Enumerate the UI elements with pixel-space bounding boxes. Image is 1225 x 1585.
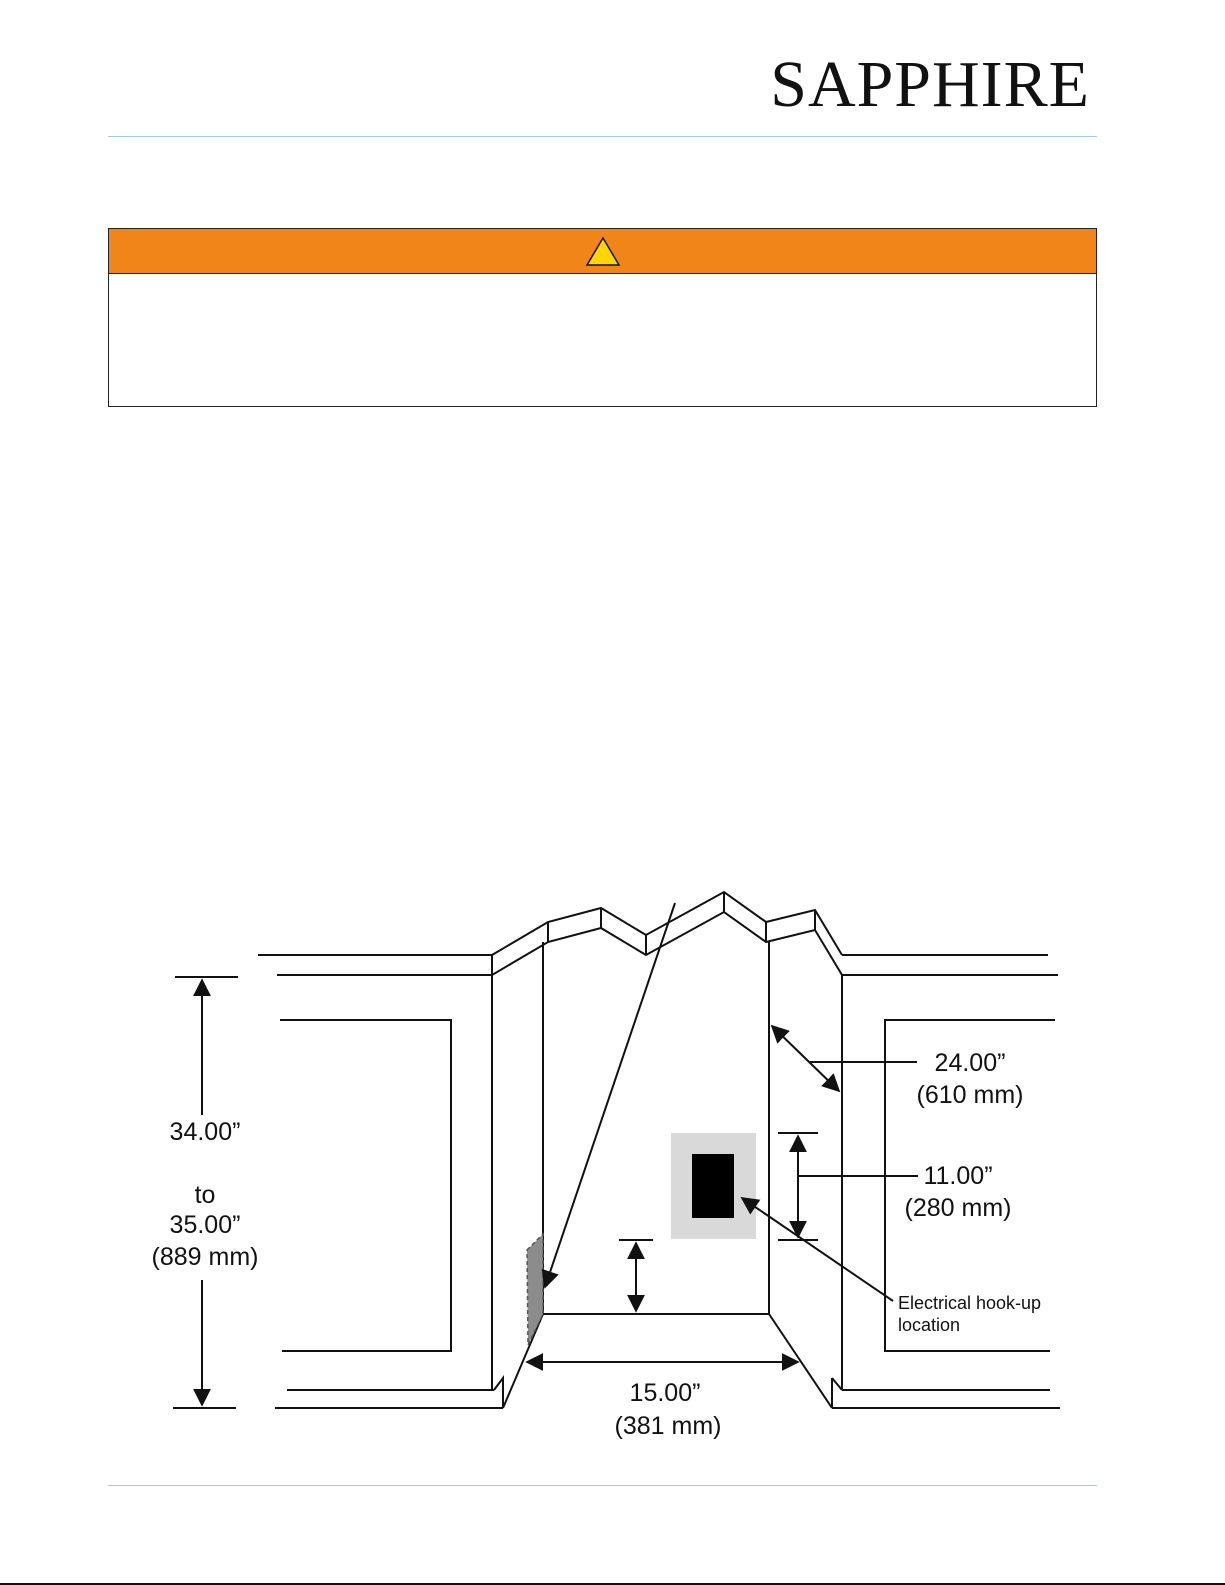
height-dim-line2: to bbox=[194, 1181, 216, 1209]
warning-header bbox=[109, 229, 1096, 274]
height-dim-line3: 35.00” bbox=[169, 1211, 241, 1239]
width-dim-line2: (381 mm) bbox=[614, 1412, 722, 1440]
warning-triangle-icon bbox=[584, 235, 622, 267]
dimension-lines bbox=[173, 903, 918, 1408]
electrical-label-line1: Electrical hook-up bbox=[898, 1293, 1042, 1313]
cabinet-opening-diagram bbox=[0, 870, 1225, 1470]
electrical-outlet bbox=[692, 1154, 734, 1218]
warning-body bbox=[109, 274, 1096, 406]
shaded-side-area bbox=[527, 1234, 543, 1345]
depth-dim-line2: (610 mm) bbox=[916, 1081, 1024, 1109]
height-dim-line1: 34.00” bbox=[169, 1118, 241, 1146]
footer-rule bbox=[108, 1485, 1097, 1486]
width-dim-line1: 15.00” bbox=[629, 1379, 701, 1407]
warning-box bbox=[108, 228, 1097, 407]
depth-dim-line1: 24.00” bbox=[934, 1049, 1006, 1077]
brand-logo: SAPPHIRE bbox=[770, 48, 1090, 121]
electrical-label-line2: location bbox=[898, 1315, 961, 1335]
header-rule bbox=[108, 136, 1097, 137]
outlet-dim-line2: (280 mm) bbox=[904, 1194, 1012, 1222]
height-dim-line4: (889 mm) bbox=[151, 1243, 259, 1271]
outlet-dim-line1: 11.00” bbox=[923, 1162, 993, 1190]
